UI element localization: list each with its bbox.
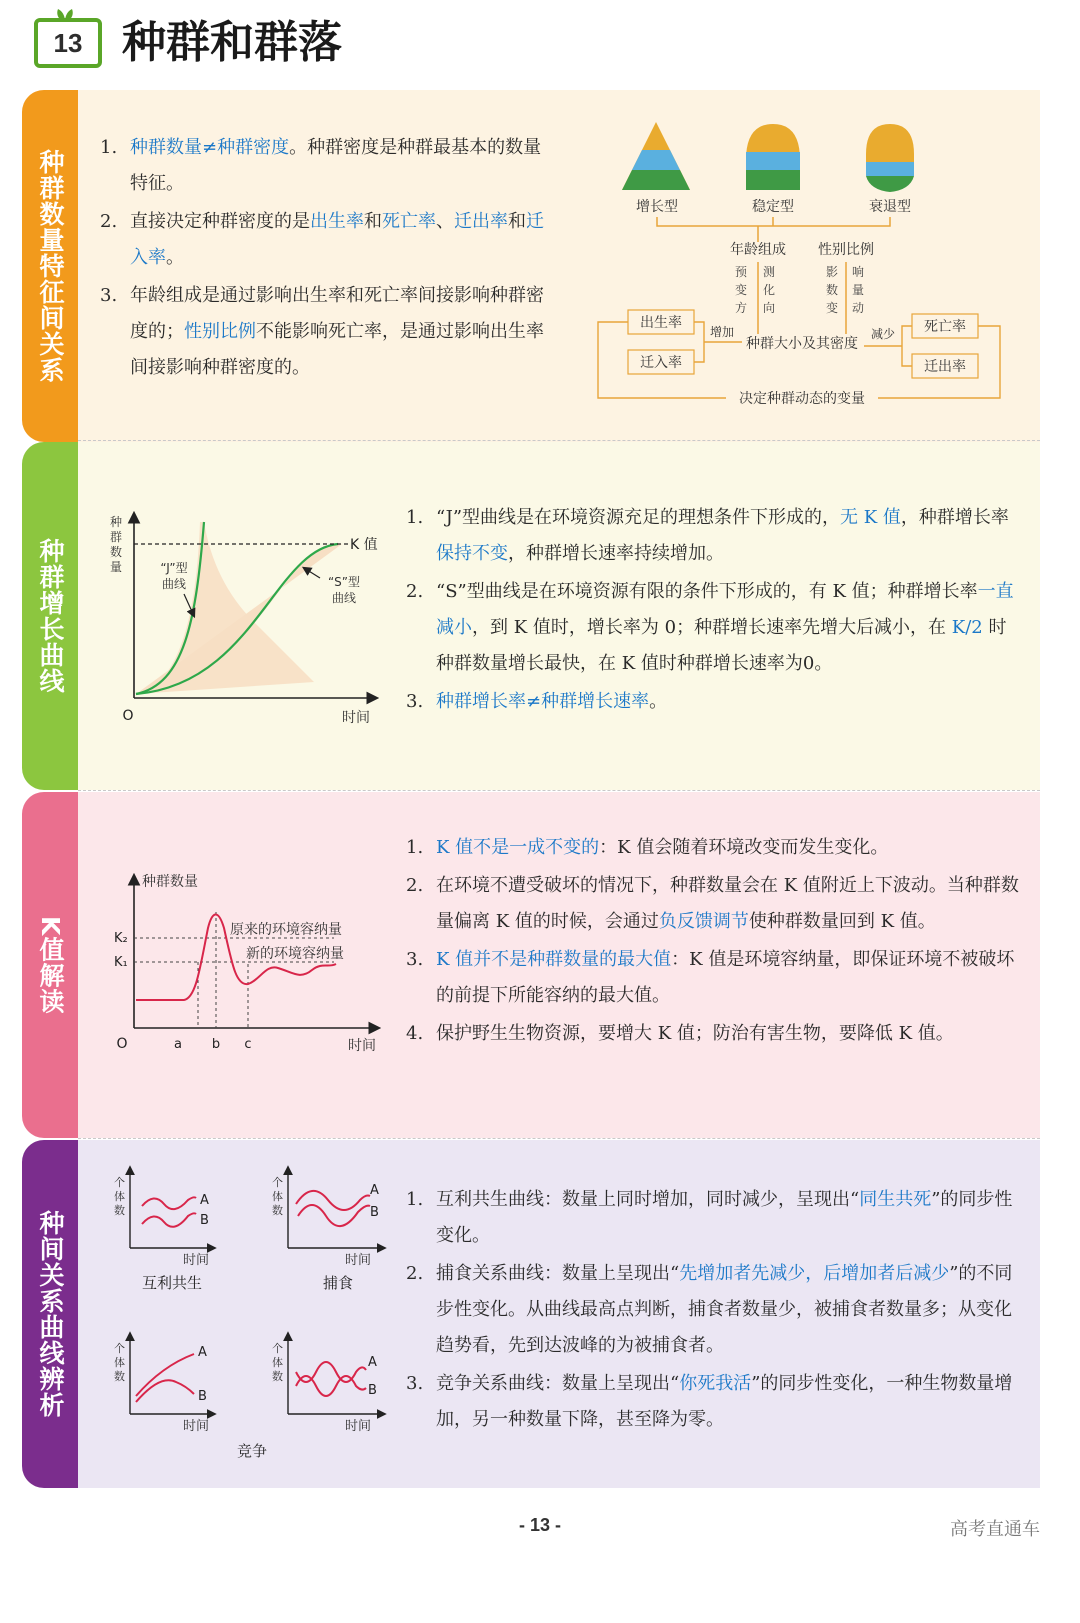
s-curve-label: 曲线 bbox=[331, 591, 357, 605]
point-list bbox=[406, 830, 1024, 1054]
stable-pyramid-icon bbox=[746, 124, 800, 190]
body-text: 。 bbox=[649, 691, 668, 712]
svg-text:数: 数 bbox=[272, 1370, 283, 1383]
highlight-text: K 值不是一成不变的 bbox=[436, 837, 600, 858]
svg-text:B: B bbox=[368, 1383, 377, 1398]
body-text: 。 bbox=[166, 247, 184, 268]
emigration-rate-label: 迁出率 bbox=[924, 359, 966, 375]
j-curve-label: “J”型 bbox=[160, 561, 188, 575]
diagram-char: 测 bbox=[763, 265, 776, 279]
svg-text:B: B bbox=[198, 1389, 207, 1404]
highlight-text: 性别比例 bbox=[184, 321, 256, 342]
diagram-char: 数 bbox=[826, 283, 839, 297]
k-value-label: K 值 bbox=[350, 537, 378, 553]
y-axis-char: 种 bbox=[110, 515, 123, 529]
death-rate-label: 死亡率 bbox=[924, 319, 966, 335]
svg-text:A: A bbox=[200, 1193, 209, 1208]
section-population-characteristics bbox=[22, 90, 1040, 442]
decrease-label: 减少 bbox=[870, 327, 896, 341]
j-curve-label: 曲线 bbox=[161, 577, 187, 591]
diagram-char: 化 bbox=[763, 283, 776, 297]
body-text: 和 bbox=[364, 211, 382, 232]
body-text: 。种群密度是种群最基本的数量特征。 bbox=[130, 137, 542, 194]
section-tab: 种间关系曲线辨析 bbox=[22, 1140, 78, 1488]
point-item bbox=[406, 868, 1024, 940]
svg-text:B: B bbox=[200, 1213, 209, 1228]
diagram-char: 变 bbox=[826, 301, 839, 315]
declining-pyramid-icon bbox=[866, 124, 914, 192]
body-text: 竞争关系曲线：数量上呈现出“ bbox=[436, 1373, 680, 1394]
point-item bbox=[406, 830, 1024, 866]
body-text: ，到 K 值时，增长率为 0；种群增长速率先增大后减小，在 bbox=[472, 617, 952, 638]
immigration-rate-label: 迁入率 bbox=[640, 355, 682, 371]
type-label: 稳定型 bbox=[752, 199, 794, 215]
point-list bbox=[406, 500, 1024, 722]
highlight-text: K 值并不是种群数量的最大值 bbox=[436, 949, 672, 970]
population-dynamics-diagram bbox=[570, 114, 1030, 432]
growth-pyramid-icon bbox=[622, 122, 690, 190]
body-text: 不能影响死亡率，是通过影响出生率间接影响种群密度的。 bbox=[130, 321, 544, 378]
diagram-char: 向 bbox=[763, 301, 776, 315]
body-text: ，种群增长速率持续增加。 bbox=[508, 543, 724, 564]
page-title: 种群和群落 bbox=[122, 17, 342, 68]
y-axis-char: 数 bbox=[110, 545, 123, 559]
svg-text:体: 体 bbox=[272, 1190, 283, 1203]
k-value-graph bbox=[106, 868, 406, 1058]
body-text: ，种群增长率 bbox=[900, 507, 1009, 528]
point-number: 1. bbox=[406, 1189, 424, 1210]
point-a-label: a bbox=[174, 1037, 182, 1052]
graph-name: 捕食 bbox=[322, 1274, 354, 1292]
svg-text:时间: 时间 bbox=[344, 1253, 372, 1268]
svg-text:B: B bbox=[370, 1205, 379, 1220]
svg-text:体: 体 bbox=[272, 1356, 283, 1369]
body-text: ”的同步性变化。 bbox=[436, 1189, 1013, 1246]
point-item bbox=[406, 1016, 1024, 1052]
body-text: 使种群数量回到 K 值。 bbox=[748, 911, 936, 932]
diagram-char: 响 bbox=[852, 265, 865, 279]
point-item bbox=[100, 130, 548, 202]
point-number: 1. bbox=[100, 137, 118, 158]
diagram-char: 方 bbox=[735, 301, 748, 315]
body-text: 、 bbox=[436, 211, 454, 232]
body-text: 和 bbox=[508, 211, 526, 232]
svg-text:个: 个 bbox=[114, 1342, 125, 1355]
svg-text:个: 个 bbox=[272, 1342, 283, 1355]
point-number: 2. bbox=[406, 875, 424, 896]
sex-ratio-label: 性别比例 bbox=[818, 242, 874, 258]
point-number: 4. bbox=[406, 1023, 424, 1044]
point-item bbox=[406, 1366, 1024, 1438]
diagram-char: 影 bbox=[826, 265, 839, 279]
k2-label: K₂ bbox=[114, 931, 128, 946]
body-text: “J”型曲线是在环境资源充足的理想条件下形成的， bbox=[436, 507, 841, 528]
point-item bbox=[406, 942, 1024, 1014]
point-b-label: b bbox=[211, 1037, 221, 1052]
point-number: 3. bbox=[100, 285, 118, 306]
svg-text:个: 个 bbox=[272, 1176, 283, 1189]
body-text: 互利共生曲线：数量上同时增加，同时减少，呈现出“ bbox=[436, 1189, 860, 1210]
svg-text:A: A bbox=[370, 1183, 379, 1198]
point-item bbox=[406, 574, 1024, 682]
graph-name: 互利共生 bbox=[141, 1274, 203, 1292]
y-axis-label: 种群数量 bbox=[142, 874, 198, 890]
section-tab: K值解读 bbox=[22, 792, 78, 1138]
page-number: - 13 - bbox=[518, 1515, 561, 1535]
point-number: 2. bbox=[100, 211, 118, 232]
point-number: 3. bbox=[406, 691, 424, 712]
point-item bbox=[406, 1256, 1024, 1364]
diagram-char: 动 bbox=[852, 301, 865, 315]
section-tab: 种群数量特征间关系 bbox=[22, 90, 78, 442]
graph-name: 竞争 bbox=[236, 1442, 268, 1460]
body-text: 在环境不遭受破坏的情况下，种群数量会在 K 值附近上下波动。当种群数量偏离 K 值的时候，会通过 bbox=[436, 875, 1019, 932]
k1-label: K₁ bbox=[114, 955, 128, 970]
original-capacity-label: 原来的环境容纳量 bbox=[230, 922, 342, 938]
highlight-text: 迁入率 bbox=[130, 211, 544, 268]
highlight-text: 无 K 值 bbox=[840, 507, 901, 528]
point-number: 3. bbox=[406, 1373, 424, 1394]
body-text: ”的不同步性变化。从曲线最高点判断，捕食者数量少，被捕食者数量多；从变化趋势看，先到达波峰的为被捕食者。 bbox=[436, 1263, 1013, 1356]
growth-curve-graph bbox=[104, 502, 404, 742]
highlight-text: 种群数量≠种群密度 bbox=[130, 137, 290, 158]
svg-text:数: 数 bbox=[114, 1370, 125, 1383]
diagram-char: 变 bbox=[735, 283, 748, 297]
point-number: 3. bbox=[406, 949, 424, 970]
age-structure-label: 年龄组成 bbox=[730, 242, 786, 258]
section-growth-curves bbox=[22, 442, 1040, 790]
svg-text:数: 数 bbox=[272, 1204, 283, 1217]
competition-graph-2 bbox=[272, 1334, 384, 1434]
section-interspecific bbox=[22, 1140, 1040, 1488]
birth-rate-label: 出生率 bbox=[640, 315, 682, 331]
highlight-text: 保持不变 bbox=[436, 543, 508, 564]
svg-text:时间: 时间 bbox=[344, 1419, 372, 1434]
increase-label: 增加 bbox=[709, 325, 735, 339]
point-list bbox=[100, 130, 548, 388]
body-text: 年龄组成是通过影响出生率和死亡率间接影响种群密度的； bbox=[130, 285, 544, 342]
point-item bbox=[406, 500, 1024, 572]
body-text: ：K 值会随着环境改变而发生变化。 bbox=[599, 837, 889, 858]
body-text: 直接决定种群密度的是 bbox=[130, 211, 310, 232]
point-item bbox=[406, 684, 1024, 720]
section-tab: 种群增长曲线 bbox=[22, 442, 78, 790]
chapter-number: 13 bbox=[34, 18, 102, 68]
highlight-text: 负反馈调节 bbox=[658, 911, 749, 932]
highlight-text: 种群增长率≠种群增长速率 bbox=[436, 691, 650, 712]
y-axis-char: 群 bbox=[110, 530, 123, 544]
svg-text:体: 体 bbox=[114, 1356, 125, 1369]
predation-graph bbox=[272, 1168, 384, 1292]
point-number: 2. bbox=[406, 1263, 424, 1284]
highlight-text: 死亡率 bbox=[382, 211, 436, 232]
interspecific-graphs bbox=[102, 1160, 402, 1478]
highlight-text: 你死我活 bbox=[679, 1373, 752, 1394]
time-axis-label: 时间 bbox=[348, 1038, 376, 1054]
highlight-text: K/2 bbox=[951, 617, 983, 638]
type-label: 衰退型 bbox=[869, 199, 911, 215]
point-number: 1. bbox=[406, 837, 424, 858]
time-axis-label: 时间 bbox=[342, 710, 370, 726]
mutualism-graph bbox=[114, 1168, 214, 1292]
competition-graph bbox=[114, 1334, 267, 1460]
diagram-char: 预 bbox=[735, 265, 748, 279]
body-text: 捕食关系曲线：数量上呈现出“ bbox=[436, 1263, 680, 1284]
highlight-text: 出生率 bbox=[310, 211, 364, 232]
svg-text:A: A bbox=[198, 1345, 207, 1360]
s-curve-label: “S”型 bbox=[327, 575, 361, 589]
highlight-text: 先增加者先减少，后增加者后减少 bbox=[679, 1263, 950, 1284]
svg-text:个: 个 bbox=[114, 1176, 125, 1189]
y-axis-char: 量 bbox=[110, 560, 123, 574]
svg-text:A: A bbox=[368, 1355, 377, 1370]
highlight-text: 迁出率 bbox=[454, 211, 508, 232]
body-text: ”的同步性变化，一种生物数量增加，另一种数量下降，甚至降为零。 bbox=[436, 1373, 1013, 1430]
population-size-label: 种群大小及其密度 bbox=[746, 336, 858, 352]
svg-text:时间: 时间 bbox=[182, 1419, 210, 1434]
point-c-label: c bbox=[244, 1037, 252, 1052]
svg-text:时间: 时间 bbox=[182, 1253, 210, 1268]
body-text: “S”型曲线是在环境资源有限的条件下形成的，有 K 值；种群增长率 bbox=[436, 581, 978, 602]
brand-watermark: 高考直通车 bbox=[950, 1519, 1040, 1540]
origin-label: O bbox=[116, 1036, 128, 1052]
dynamic-variables-label: 决定种群动态的变量 bbox=[739, 391, 865, 407]
point-item bbox=[100, 278, 548, 386]
svg-text:体: 体 bbox=[114, 1190, 125, 1203]
diagram-char: 量 bbox=[852, 283, 865, 297]
point-list bbox=[406, 1182, 1024, 1440]
svg-text:数: 数 bbox=[114, 1204, 125, 1217]
body-text: ：K 值是环境容纳量，即保证环境不被破坏的前提下所能容纳的最大值。 bbox=[436, 949, 1015, 1006]
new-capacity-label: 新的环境容纳量 bbox=[246, 946, 344, 962]
highlight-text: 同生共死 bbox=[859, 1189, 932, 1210]
point-item bbox=[100, 204, 548, 276]
body-text: 时种群数量增长最快，在 K 值时种群增长速率为0。 bbox=[436, 617, 1007, 674]
type-label: 增长型 bbox=[636, 199, 678, 215]
point-item bbox=[406, 1182, 1024, 1254]
point-number: 1. bbox=[406, 507, 424, 528]
point-number: 2. bbox=[406, 581, 424, 602]
section-k-value bbox=[22, 792, 1040, 1138]
highlight-text: 一直减小 bbox=[436, 581, 1014, 638]
origin-label: O bbox=[122, 708, 134, 724]
body-text: 保护野生生物资源，要增大 K 值；防治有害生物，要降低 K 值。 bbox=[436, 1023, 954, 1044]
